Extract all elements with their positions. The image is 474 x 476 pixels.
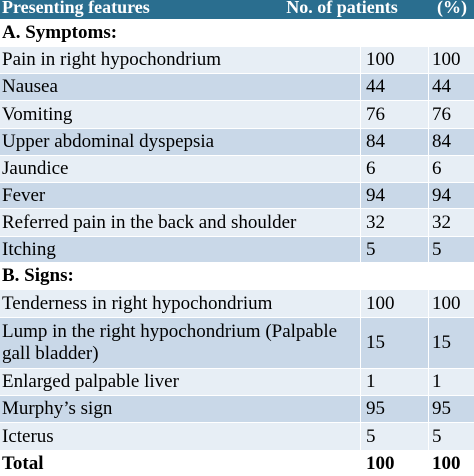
patients-cell: 15 (366, 332, 385, 353)
table-row (0, 129, 474, 156)
patients-cell: 6 (366, 158, 376, 179)
percent-cell: 95 (432, 398, 451, 419)
percent-cell: 32 (432, 211, 451, 233)
table-row (0, 369, 474, 396)
table-row (0, 396, 474, 423)
percent-cell: 5 (432, 425, 442, 447)
table-row (0, 47, 474, 74)
percent-cell: 100 (432, 292, 461, 314)
total-patients: 100 (366, 452, 395, 474)
feature-cell: Jaundice (2, 158, 69, 179)
patients-cell: 76 (366, 103, 385, 125)
table-row (0, 318, 474, 369)
feature-cell: Referred pain in the back and shoulder (2, 211, 297, 233)
table-row (0, 101, 474, 129)
section-signs (0, 263, 474, 290)
header-no-of-patients: No. of patients (286, 0, 398, 17)
patients-cell: 1 (366, 371, 376, 392)
total-label: Total (2, 452, 44, 474)
feature-cell: Murphy’s sign (2, 398, 113, 419)
feature-cell: Tenderness in right hypochondrium (2, 292, 273, 314)
patients-cell: 95 (366, 398, 385, 419)
header-presenting-features: Presenting features (2, 0, 150, 17)
patients-cell: 100 (366, 49, 395, 70)
percent-cell: 6 (432, 158, 442, 179)
section-title: A. Symptoms: (2, 22, 118, 43)
patients-cell: 84 (366, 131, 385, 152)
percent-cell: 94 (432, 184, 451, 206)
feature-cell: Pain in right hypochondrium (2, 49, 222, 70)
patients-cell: 94 (366, 184, 385, 206)
header-percent: (%) (437, 0, 467, 17)
patients-cell: 44 (366, 76, 385, 97)
total-row (0, 451, 474, 476)
percent-cell: 100 (432, 49, 461, 70)
table-row (0, 209, 474, 237)
feature-cell: Lump in the right hypochondrium (Palpable gall bladder) (2, 321, 338, 364)
percent-cell: 1 (432, 371, 442, 392)
column-divider (360, 20, 361, 476)
table-header-row (0, 0, 474, 20)
table-row (0, 423, 474, 451)
table-row (0, 290, 474, 318)
section-title: B. Signs: (2, 265, 74, 286)
percent-cell: 76 (432, 103, 451, 125)
patients-cell: 32 (366, 211, 385, 233)
table-row (0, 74, 474, 101)
feature-cell: Itching (2, 238, 56, 260)
feature-cell: Enlarged palpable liver (2, 371, 179, 392)
patients-cell: 5 (366, 425, 376, 447)
patients-cell: 100 (366, 292, 395, 314)
section-symptoms (0, 20, 474, 47)
column-divider (428, 20, 429, 476)
feature-cell: Icterus (2, 425, 54, 447)
table-row (0, 156, 474, 183)
total-percent: 100 (432, 452, 461, 474)
feature-cell: Nausea (2, 76, 58, 97)
percent-cell: 5 (432, 238, 442, 260)
percent-cell: 15 (432, 332, 451, 353)
patients-cell: 5 (366, 238, 376, 260)
percent-cell: 44 (432, 76, 451, 97)
feature-cell: Vomiting (2, 103, 73, 125)
feature-cell: Upper abdominal dyspepsia (2, 131, 215, 152)
feature-cell: Fever (2, 184, 46, 206)
table-row (0, 237, 474, 263)
percent-cell: 84 (432, 131, 451, 152)
table-row (0, 183, 474, 209)
